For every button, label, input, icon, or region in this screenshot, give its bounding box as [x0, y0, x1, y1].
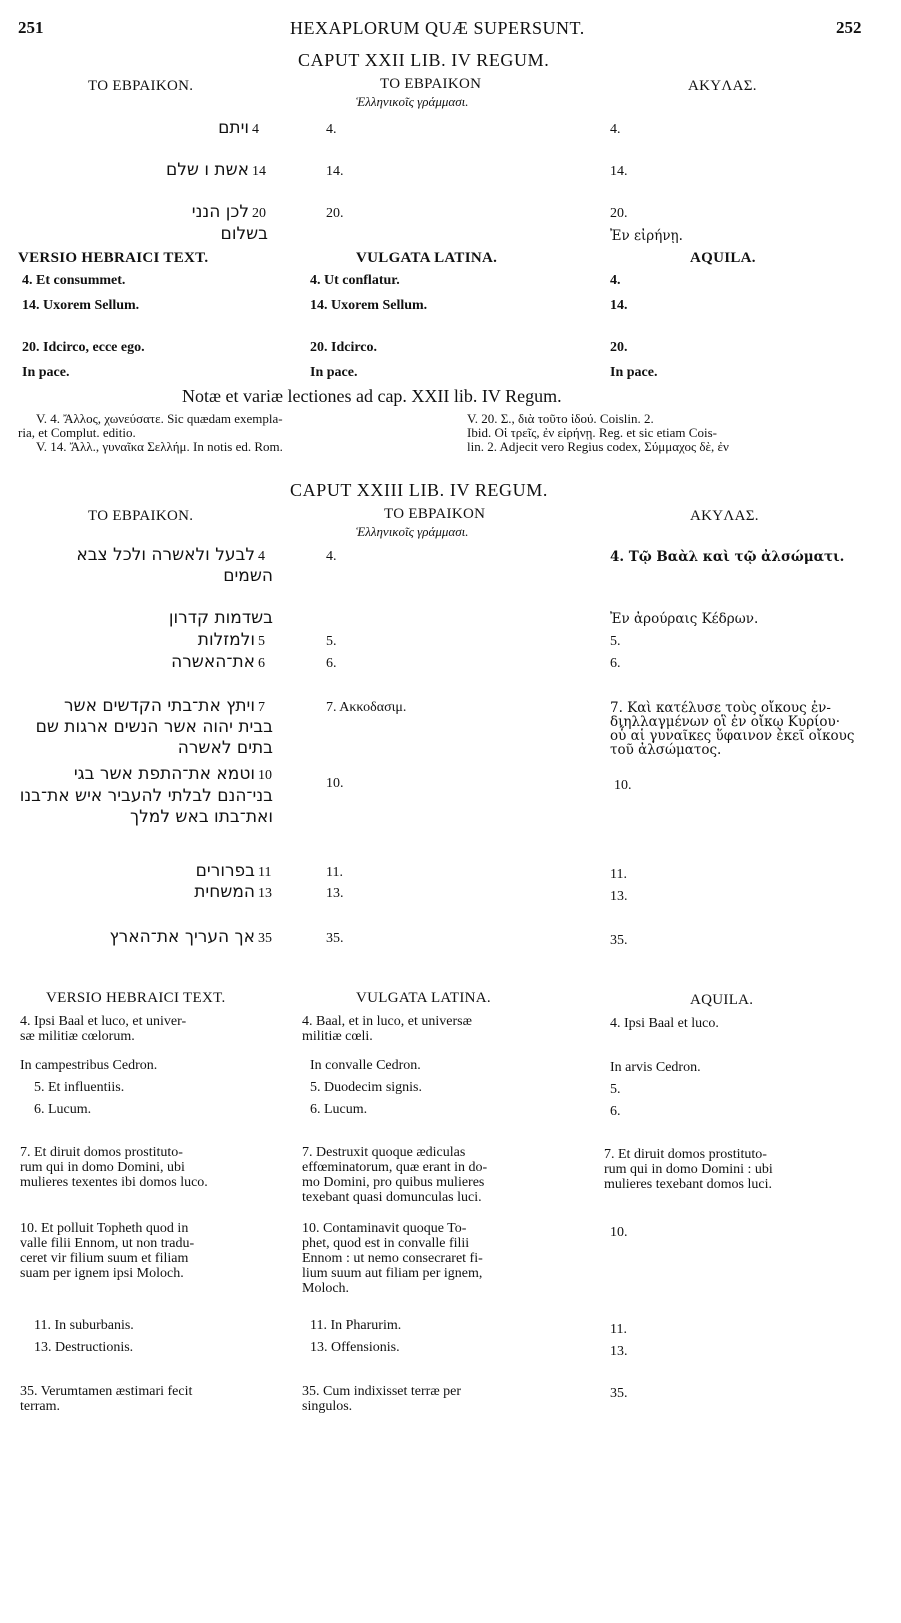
- c23-versio-row: 10. Et polluit Topheth quod in valle filii Ennom, ut non tradu- ceret vir filium suum et filiam suam per ignem ipsi Moloch.: [20, 1221, 195, 1281]
- c23-aquila-lat-row: 6.: [610, 1104, 621, 1119]
- c23-vulgata-row: 5. Duodecim signis.: [310, 1080, 422, 1095]
- chapter-23-title: CAPUT XXIII LIB. IV REGUM.: [290, 480, 548, 500]
- c22-aquila-lat-row: In pace.: [610, 365, 658, 380]
- c23-col-hebrew-head: TO EBPAIKON.: [88, 508, 194, 524]
- c23-aquila-lat-row: 5.: [610, 1082, 621, 1097]
- c23-aquila-row: 13.: [610, 889, 628, 904]
- c22-aquila-lat-head: AQUILA.: [690, 250, 756, 266]
- c22-greek-row: 4.: [326, 122, 337, 137]
- c23-greek-row: 7. Ακκοδασιμ.: [326, 700, 407, 715]
- c22-note-left: ria, et Complut. editio.: [18, 425, 136, 440]
- c23-aquila-lat-head: AQUILA.: [690, 992, 754, 1008]
- c23-versio-head: VERSIO HEBRAICI TEXT.: [46, 990, 226, 1006]
- c22-note-right: V. 20. Σ., διὰ τοῦτο ἰδού. Coislin. 2.: [467, 411, 654, 426]
- c23-greek-row: 11.: [326, 865, 343, 880]
- c22-notes-title: Notæ et variæ lectiones ad cap. XXII lib. IV Regum.: [182, 386, 562, 406]
- c22-note-right: Ibid. Οἱ τρεῖς, ἐν εἰρήνῃ. Reg. et sic etiam Cois-: [467, 425, 717, 440]
- c23-versio-row: 5. Et influentiis.: [34, 1080, 125, 1095]
- c22-aquila-row: 14.: [610, 164, 628, 179]
- c22-greek-row: 14.: [326, 164, 344, 179]
- c23-heb-num: 5: [258, 634, 265, 649]
- page-number-left: 251: [18, 18, 44, 37]
- c23-aquila-row: 5.: [610, 634, 621, 649]
- c23-heb-text: לבעל ולאשרה ולכל צבא: [76, 545, 255, 565]
- c23-aquila-lat-row: 13.: [610, 1344, 628, 1359]
- c22-aquila-row: Ἐν εἰρήνῃ.: [610, 228, 683, 244]
- c22-heb-text: ויתם: [218, 118, 249, 138]
- c23-aquila-row: 7. Καὶ κατέλυσε τοὺς οἴκους ἐν- διηλλαγμένων οἳ ἐν οἴκῳ Κυρίου· οὗ αἱ γυναῖκες ὕφαινον ἐκεῖ οἴκους τοῦ ἀλσώματος.: [610, 700, 855, 758]
- c22-note-right: lin. 2. Adjecit vero Regius codex, Σύμμαχος δὲ, ἐν: [467, 439, 729, 454]
- c23-heb-text-cont: השמים: [223, 566, 273, 586]
- c22-vulgata-row: 20. Idcirco.: [310, 340, 378, 355]
- c22-versio-row: 20. Idcirco, ecce ego.: [22, 340, 145, 355]
- c22-col-aquila-head: AKYΛAΣ.: [688, 78, 757, 94]
- c23-aquila-lat-row: 11.: [610, 1322, 627, 1337]
- c22-col-hebrew-head: TO EBPAIKON.: [88, 78, 194, 94]
- c22-heb-text: לכן הנני: [191, 202, 249, 222]
- c23-heb-num: 13: [258, 886, 272, 901]
- c22-heb-text-cont: בשלום: [220, 224, 268, 244]
- c23-aquila-row: 10.: [614, 778, 632, 793]
- c22-heb-num: 20: [252, 206, 266, 221]
- c22-versio-row: In pace.: [22, 365, 70, 380]
- c23-heb-text: ויתץ את־בתי הקדשים אשר: [63, 696, 255, 716]
- c22-note-left: V. 4. Ἄλλος, χωνεύσατε. Sic quædam exempla-: [36, 411, 283, 426]
- c23-heb-text: וטמא את־התפת אשר בגי: [73, 764, 255, 784]
- c22-col-hebrew-greek-head: TO EBPAIKON: [380, 76, 482, 92]
- c23-heb-text: בשדמות קדרון: [168, 608, 273, 628]
- c23-heb-num: 4: [258, 549, 265, 564]
- c23-col-hebrew-greek-sub: Ἑλληνικοῖς γράμμασι.: [356, 524, 469, 539]
- c23-versio-row: 7. Et diruit domos prostituto- rum qui in domo Domini, ubi mulieres texentes ibi domos luco.: [20, 1145, 208, 1190]
- c23-aquila-lat-row: 10.: [610, 1225, 628, 1240]
- c22-vulgata-row: 4. Ut conflatur.: [310, 273, 400, 288]
- c23-vulgata-row: 10. Contaminavit quoque To- phet, quod est in convalle filii Ennom : ut nemo consecraret fi- lium suum aut filiam per ignem, Moloch.: [302, 1221, 483, 1296]
- c22-heb-num: 14: [252, 164, 266, 179]
- c23-versio-row: In campestribus Cedron.: [20, 1058, 158, 1073]
- c23-heb-num: 6: [258, 656, 265, 671]
- c23-greek-row: 6.: [326, 656, 337, 671]
- c23-aquila-row: 11.: [610, 867, 627, 882]
- c23-heb-num: 11: [258, 865, 272, 880]
- c23-aquila-row: 35.: [610, 933, 628, 948]
- c23-heb-text-cont: בבית יהוה אשר הנשים ארגות שם בתים לאשרה: [35, 717, 273, 758]
- c23-aquila-lat-row: 4. Ipsi Baal et luco.: [610, 1016, 719, 1031]
- c22-versio-row: 4. Et consummet.: [22, 273, 126, 288]
- c23-heb-text: אך העריך את־הארץ: [109, 927, 255, 947]
- c23-col-aquila-head: AKYΛAΣ.: [690, 508, 759, 524]
- page-number-right: 252: [836, 18, 862, 37]
- c23-versio-row: 11. In suburbanis.: [34, 1318, 134, 1333]
- c23-vulgata-row: In convalle Cedron.: [310, 1058, 421, 1073]
- c23-aquila-row: 4. Τῷ Βαὰλ καὶ τῷ ἀλσώματι.: [610, 549, 845, 565]
- c22-aquila-lat-row: 20.: [610, 340, 628, 355]
- c23-heb-text: ולמזלות: [197, 630, 255, 650]
- c23-versio-row: 35. Verumtamen æstimari fecit terram.: [20, 1384, 193, 1414]
- c22-aquila-row: 4.: [610, 122, 621, 137]
- c23-heb-num: 7: [258, 700, 265, 715]
- c23-vulgata-row: 4. Baal, et in luco, et universæ militiæ cœli.: [302, 1014, 472, 1044]
- c23-vulgata-row: 35. Cum indixisset terræ per singulos.: [302, 1384, 462, 1414]
- c23-aquila-row: Ἐν ἀρούραις Κέδρων.: [610, 611, 759, 627]
- c22-aquila-row: 20.: [610, 206, 628, 221]
- c23-greek-row: 10.: [326, 776, 344, 791]
- c23-vulgata-row: 11. In Pharurim.: [310, 1318, 402, 1333]
- c23-col-hebrew-greek-head: TO EBPAIKON: [384, 506, 486, 522]
- c23-aquila-lat-row: 7. Et diruit domos prostituto- rum qui in domo Domini : ubi mulieres texebant domos luci.: [604, 1147, 773, 1192]
- c23-versio-row: 6. Lucum.: [34, 1102, 92, 1117]
- c22-heb-text: אשת ו שלם: [165, 160, 249, 180]
- c23-heb-num: 10: [258, 768, 272, 783]
- c23-vulgata-row: 7. Destruxit quoque ædiculas effœminatorum, quæ erant in do- mo Domini, pro quibus mulieres texebant quasi domunculas luci.: [302, 1145, 488, 1205]
- c23-versio-row: 4. Ipsi Baal et luco, et univer- sæ militiæ cœlorum.: [20, 1014, 187, 1044]
- c23-vulgata-row: 13. Offensionis.: [310, 1340, 400, 1355]
- c23-heb-text: המשחית: [194, 882, 255, 902]
- c23-aquila-row: 6.: [610, 656, 621, 671]
- c22-vulgata-row: 14. Uxorem Sellum.: [310, 298, 428, 313]
- c22-col-hebrew-greek-sub: Ἑλληνικοῖς γράμμασι.: [356, 94, 469, 109]
- c22-heb-num: 4: [252, 122, 259, 137]
- c23-heb-text-cont: בני־הנם לבלתי להעביר איש את־בנו ואת־בתו באש למלך: [19, 786, 273, 827]
- running-title: HEXAPLORUM QUÆ SUPERSUNT.: [290, 18, 585, 38]
- c23-heb-text: בפרורים: [195, 861, 255, 881]
- chapter-22-title: CAPUT XXII LIB. IV REGUM.: [298, 50, 550, 70]
- c22-versio-head: VERSIO HEBRAICI TEXT.: [18, 250, 209, 266]
- c22-aquila-lat-row: 14.: [610, 298, 628, 313]
- c23-greek-row: 5.: [326, 634, 337, 649]
- c23-versio-row: 13. Destructionis.: [34, 1340, 134, 1355]
- c23-greek-row: 13.: [326, 886, 344, 901]
- c22-vulgata-head: VULGATA LATINA.: [356, 250, 498, 266]
- c22-greek-row: 20.: [326, 206, 344, 221]
- c23-greek-row: 4.: [326, 549, 337, 564]
- c23-vulgata-head: VULGATA LATINA.: [356, 990, 491, 1006]
- c22-note-left: V. 14. Ἄλλ., γυναῖκα Σελλήμ. In notis ed. Rom.: [36, 439, 283, 454]
- c23-aquila-lat-row: 35.: [610, 1386, 628, 1401]
- c23-heb-text: את־האשרה: [171, 652, 255, 672]
- c23-vulgata-row: 6. Lucum.: [310, 1102, 368, 1117]
- c22-aquila-lat-row: 4.: [610, 273, 621, 288]
- c23-aquila-lat-row: In arvis Cedron.: [610, 1060, 701, 1075]
- c22-versio-row: 14. Uxorem Sellum.: [22, 298, 140, 313]
- c23-greek-row: 35.: [326, 931, 344, 946]
- c23-heb-num: 35: [258, 931, 272, 946]
- c22-vulgata-row: In pace.: [310, 365, 358, 380]
